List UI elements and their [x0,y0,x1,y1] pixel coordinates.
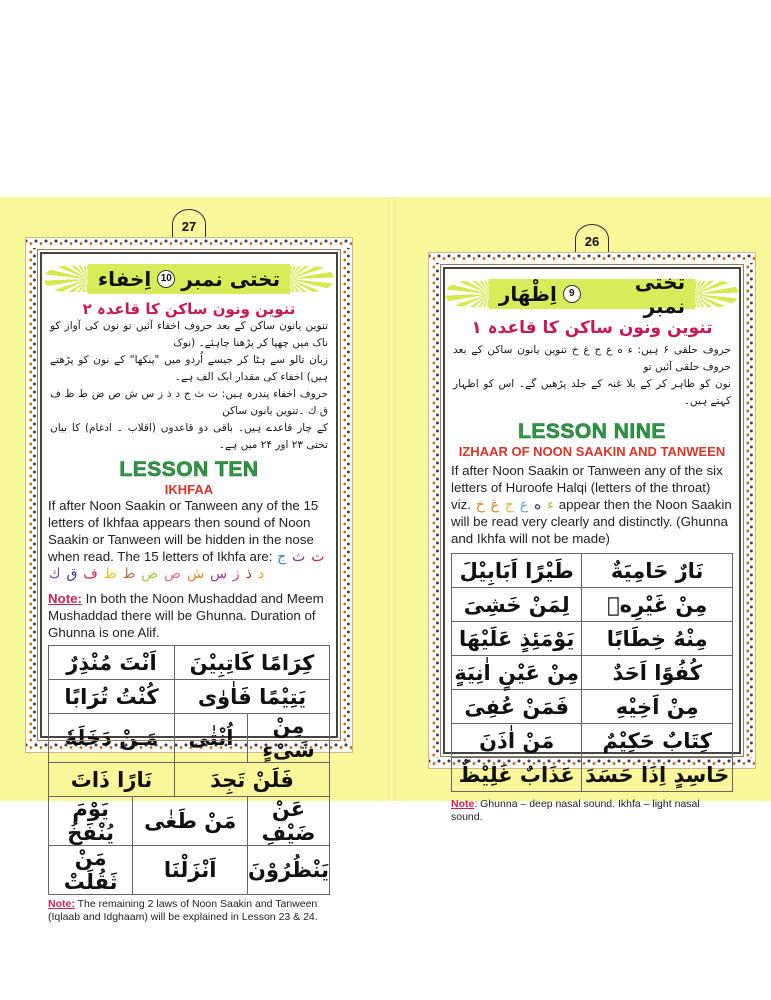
fan-ornament-icon [695,281,739,307]
table-cell: اَنْتَ مُنْذِرٌ [49,646,175,680]
lesson-banner [42,262,336,296]
letter: ظ [103,565,117,581]
table-cell: كُنْتُ تُرَابًا [49,680,175,714]
page-27 [25,219,353,923]
urdu-line: کے چار قاعدے ہیں۔ باقی دو قاعدوں (اقلاب ۔ ادغام) کا بیان تختی ۲۳ اور ۲۴ میں ہے۔ [50,422,328,451]
banner-title-part1: تختی نمبر [634,270,686,318]
table-row [49,680,330,714]
table-cell: مِنْ شَىْءٍ [248,714,330,763]
table-cell: فَمَنْ عُفِىَ [452,690,582,724]
english-text: If after Noon Saakin or Tanween any of the 15 letters of Ikhfaa appears then sound of Noon Saakin or Tanween will be hidden in the nose when read. The 15 letters of Ikhfa are: [48,498,319,564]
urdu-subtitle: تنوین ونون ساکن کا قاعدہ ۲ [82,300,296,318]
fan-ornament-icon [290,266,334,292]
letter: ث [292,548,306,564]
letter: ء [547,496,554,512]
table-cell: حَاسِدٍ اِذَا حَسَدَ [582,758,733,792]
table-cell: يَنْظُرُوْنَ [248,846,330,895]
table-row [452,690,733,724]
table-cell: اُنْثٰى [174,714,247,763]
table-cell: مَنْ اٰذَنَ [452,724,582,758]
page-number: 26 [575,224,609,254]
border-pattern-top [26,238,352,248]
note-text: The remaining 2 laws of Noon Saakin and Tanween (Iqlaab and Idghaam) will be explained in Lesson 23 & 24. [48,898,318,923]
table-cell: مِنْ عَيْنٍ اٰنِيَةٍ [452,656,582,690]
letter: ف [83,565,98,581]
border-pattern-left [429,263,441,758]
banner-title-part2: اِظْهَار [498,282,557,306]
lesson-number-badge: 10 [157,270,175,288]
table-row [452,588,733,622]
letter: خ [475,496,485,512]
letter: ط [122,565,136,581]
table-cell: اَنْزَلْنَا [133,846,248,895]
urdu-line: تنوین یانون ساکن کے بعد حروف اخفاء آئیں تو نون کی آواز کو ناک میں چھپا کر پڑھنا چاہئے۔ (نوک [50,320,328,349]
letter: ش [186,565,205,581]
page-number: 27 [172,209,206,239]
table-cell: مِنْهُ خِطَابًا [582,622,733,656]
table-cell: عَذَابٌ غَلِيْظٌ [452,758,582,792]
letter: ج [277,548,287,564]
table-row [452,656,733,690]
letter: ز [232,565,240,581]
letter: س [209,565,228,581]
border-pattern-right [340,248,352,742]
ornamental-border [428,252,756,823]
letter: ق [66,565,78,581]
letter: ح [504,496,514,512]
table-row [49,846,330,895]
urdu-subtitle: تنوین ونون ساکن کا قاعدہ ۱ [471,318,713,338]
urdu-paragraph [42,318,336,454]
table-cell: لِمَنْ خَشِىَ [452,588,582,622]
note-label: Note: [48,898,75,910]
table-cell: فَلَنْ تَجِدَ [174,763,329,797]
example-table [451,553,733,792]
note-text: In both the Noon Mushaddad and Meem Mushaddad there will be Ghunna. Duration of Ghunna is one Alif. [48,591,324,640]
table-cell: طَيْرًا اَبَابِيْلَ [452,554,582,588]
table-cell: كِرَامًا كَاتِبِيْنَ [174,646,329,680]
urdu-line: حروف اخفاء پندرہ ہیں: ت ث ج د ذ ز س ش ص ض ط ظ ف ق ك ۔تنوین یانون ساکن [50,388,328,417]
table-row [49,797,330,846]
banner-title-part2: اِخفاء [97,267,152,291]
fan-ornament-icon [445,281,489,307]
footer-note [42,895,336,924]
note-paragraph [42,590,336,641]
urdu-line: حروف حلقی ۶ ہیں: ء ه ع ح غ خ تنوین یانون ساکن کے بعد حروف حلقی آئیں تو [453,344,731,373]
lesson-title: LESSON TEN [119,458,259,481]
letter: ت [311,548,325,564]
note-label: Note: [48,591,82,606]
table-cell: يَتِيْمًا فَاٰوٰى [174,680,329,714]
page-content [443,267,741,823]
table-cell: مَنْ ثَقُلَتْ [49,846,133,895]
table-cell: نَارًا ذَاتَ [49,763,175,797]
letter: ض [141,565,159,581]
border-pattern-right [743,263,755,758]
book-spine [388,197,396,801]
english-paragraph [445,462,739,547]
table-cell: كِتَابٌ حَكِيْمٌ [582,724,733,758]
table-cell: نَارٌ حَامِيَةٌ [582,554,733,588]
letter: غ [490,496,499,512]
book-spread [0,197,771,923]
banner-title [88,264,290,294]
note-text: : Ghunna – deep nasal sound. Ikhfa – light nasal sound. [451,798,700,823]
lesson-subtitle: IKHFAA [164,482,214,497]
table-cell: يَوْمَ يُنْفَخُ [49,797,133,846]
example-table [48,645,330,895]
footer-note [445,792,739,824]
halqi-letters [475,496,559,512]
page-26 [428,234,756,823]
table-cell: مِنْ اَخِيْهِ [582,690,733,724]
ornamental-border [25,237,353,923]
table-row [49,714,330,763]
letter: ذ [245,565,252,581]
table-row [49,763,330,797]
border-pattern-top [429,253,755,263]
lesson-banner [445,270,739,318]
banner-title [489,270,695,318]
table-row [452,724,733,758]
english-paragraph [42,497,336,582]
table-row [452,554,733,588]
urdu-line: نون کو ظاہر کر کے بلا غنہ کے جلد پڑھیں گے۔ اس کو اظہار کہتے ہیں۔ [453,378,731,407]
table-cell: مَـنْ دَخَلَهٗ [49,714,175,763]
english-text: If after Noon Saakin or Tanween any of the six letters of Huroofe Halqi (letters of the throat) viz. [451,463,723,512]
table-cell: مَنْ طَغٰى [133,797,248,846]
english-text: appear then the Noon Saakin will be read very clearly and distinctly. (Ghunna and Ikhfa will not be made) [451,497,732,546]
table-row [452,758,733,792]
letter: ص [164,565,182,581]
letter: ك [49,565,61,581]
border-pattern-left [26,248,38,742]
banner-title-part1: تختی نمبر [181,267,281,291]
table-cell: عَنْ ضَيْفِ [248,797,330,846]
page-content [40,252,338,923]
lesson-number-badge: 9 [563,285,581,303]
lesson-subtitle: IZHAAR OF NOON SAAKIN AND TANWEEN [458,444,726,459]
table-row [49,646,330,680]
lesson-title: LESSON NINE [518,420,666,443]
letter: ه [534,496,542,512]
urdu-line: زبان تالو سے ہٹا کر جیسے اُردو میں "پنکھا" کے نون کو پڑھتے ہیں) اخفاء کی مقدار ایک الف ہے۔ [50,354,328,383]
letter: د [257,565,264,581]
urdu-paragraph [445,342,739,410]
table-cell: مِنْ غَيْرِهٖ [582,588,733,622]
fan-ornament-icon [44,266,88,292]
table-cell: يَوْمَئِذٍ عَلَيْهَا [452,622,582,656]
letter: ع [519,496,529,512]
note-label: Note [451,798,475,810]
table-row [452,622,733,656]
table-cell: كُفُوًا اَحَدٌ [582,656,733,690]
